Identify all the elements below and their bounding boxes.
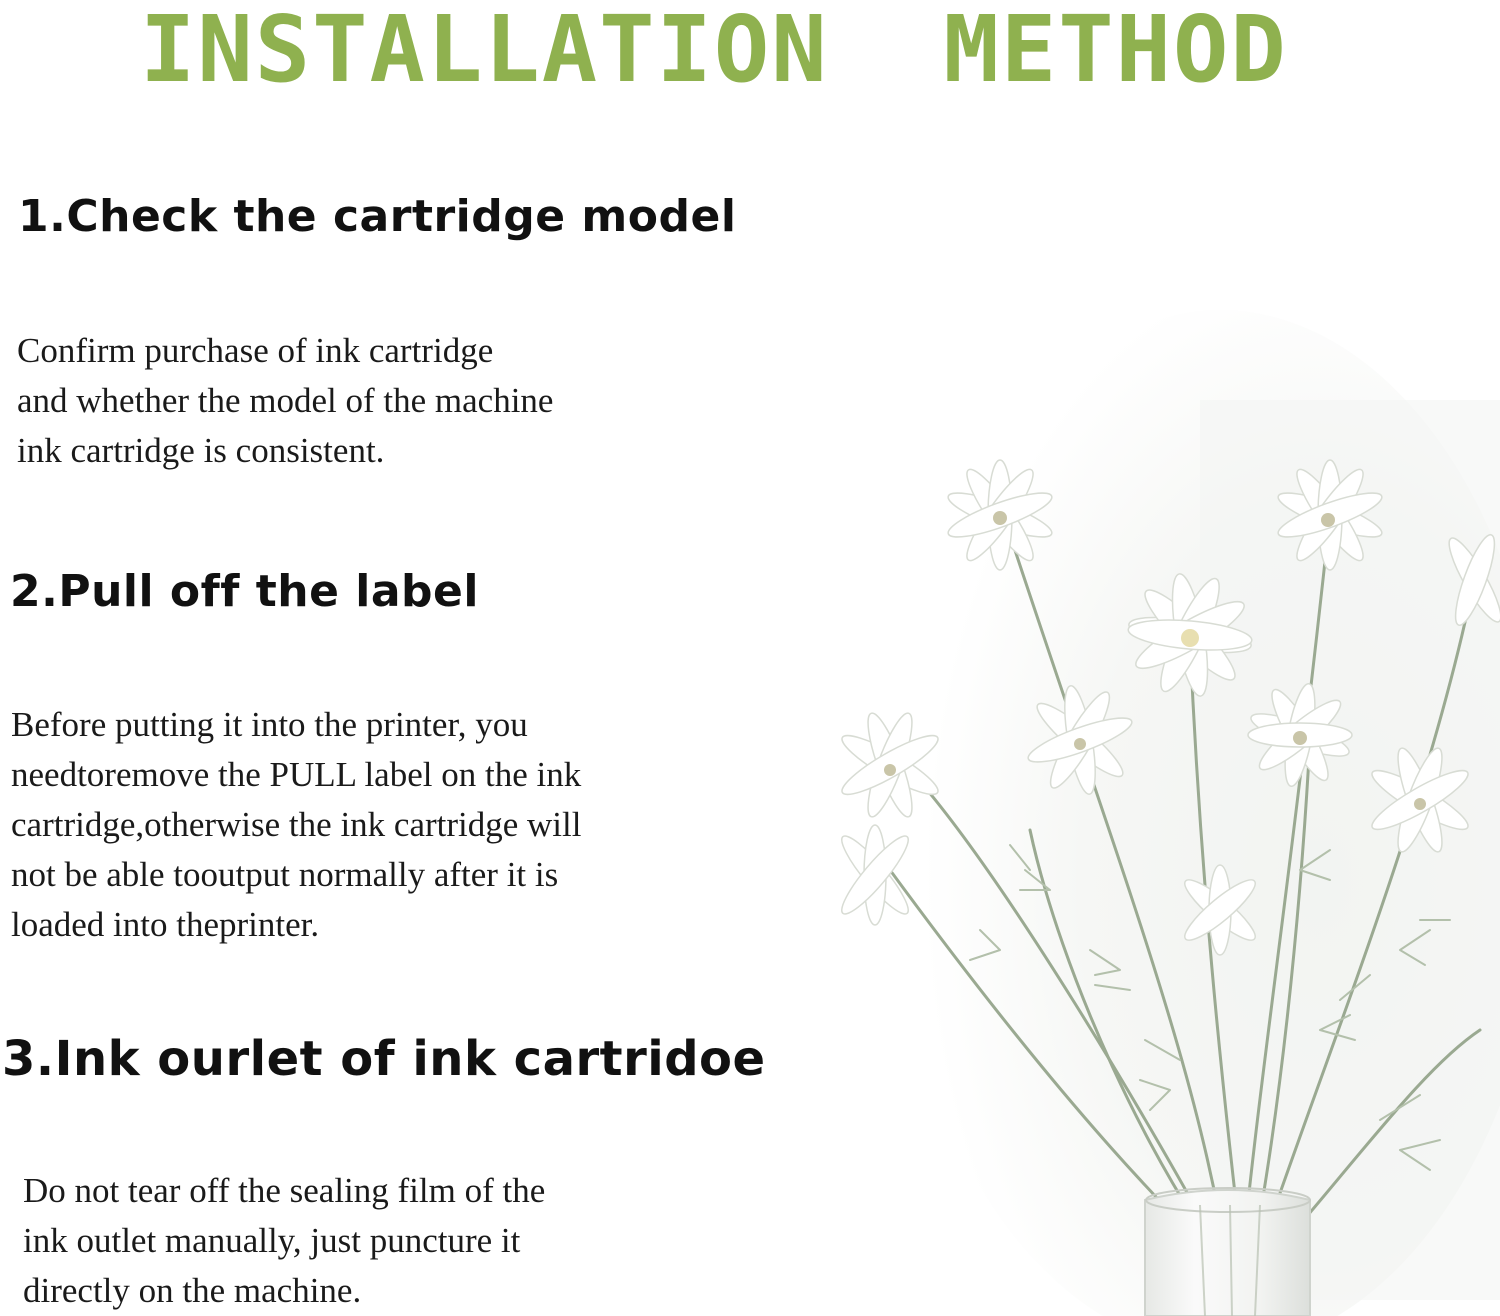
step-3-line: ink outlet manually, just puncture it [23,1221,521,1260]
step-2-line: cartridge,otherwise the ink cartridge will [11,805,582,844]
step-3-line: directly on the machine. [23,1271,362,1310]
step-1-heading: 1.Check the cartridge model [18,191,737,242]
step-3-line: Do not tear off the sealing film of the [23,1171,546,1210]
daisy-vase-photo [700,270,1500,1316]
page-title: INSTALLATION METHOD [140,0,1288,103]
step-2-line: needtoremove the PULL label on the ink [11,755,582,794]
step-1-line: Confirm purchase of ink cartridge [17,331,494,370]
step-1-description [17,326,553,476]
step-1-line: and whether the model of the machine [17,381,554,420]
step-1-line: ink cartridge is consistent. [17,431,385,470]
step-2-description [11,700,581,950]
step-3-heading: 3.Ink ourlet of ink cartridoe [2,1031,766,1087]
step-2-line: not be able tooutput normally after it is [11,855,559,894]
step-2-heading: 2.Pull off the label [10,566,479,617]
step-2-line: Before putting it into the printer, you [11,705,528,744]
step-3-description [23,1166,545,1316]
step-2-line: loaded into theprinter. [11,905,320,944]
